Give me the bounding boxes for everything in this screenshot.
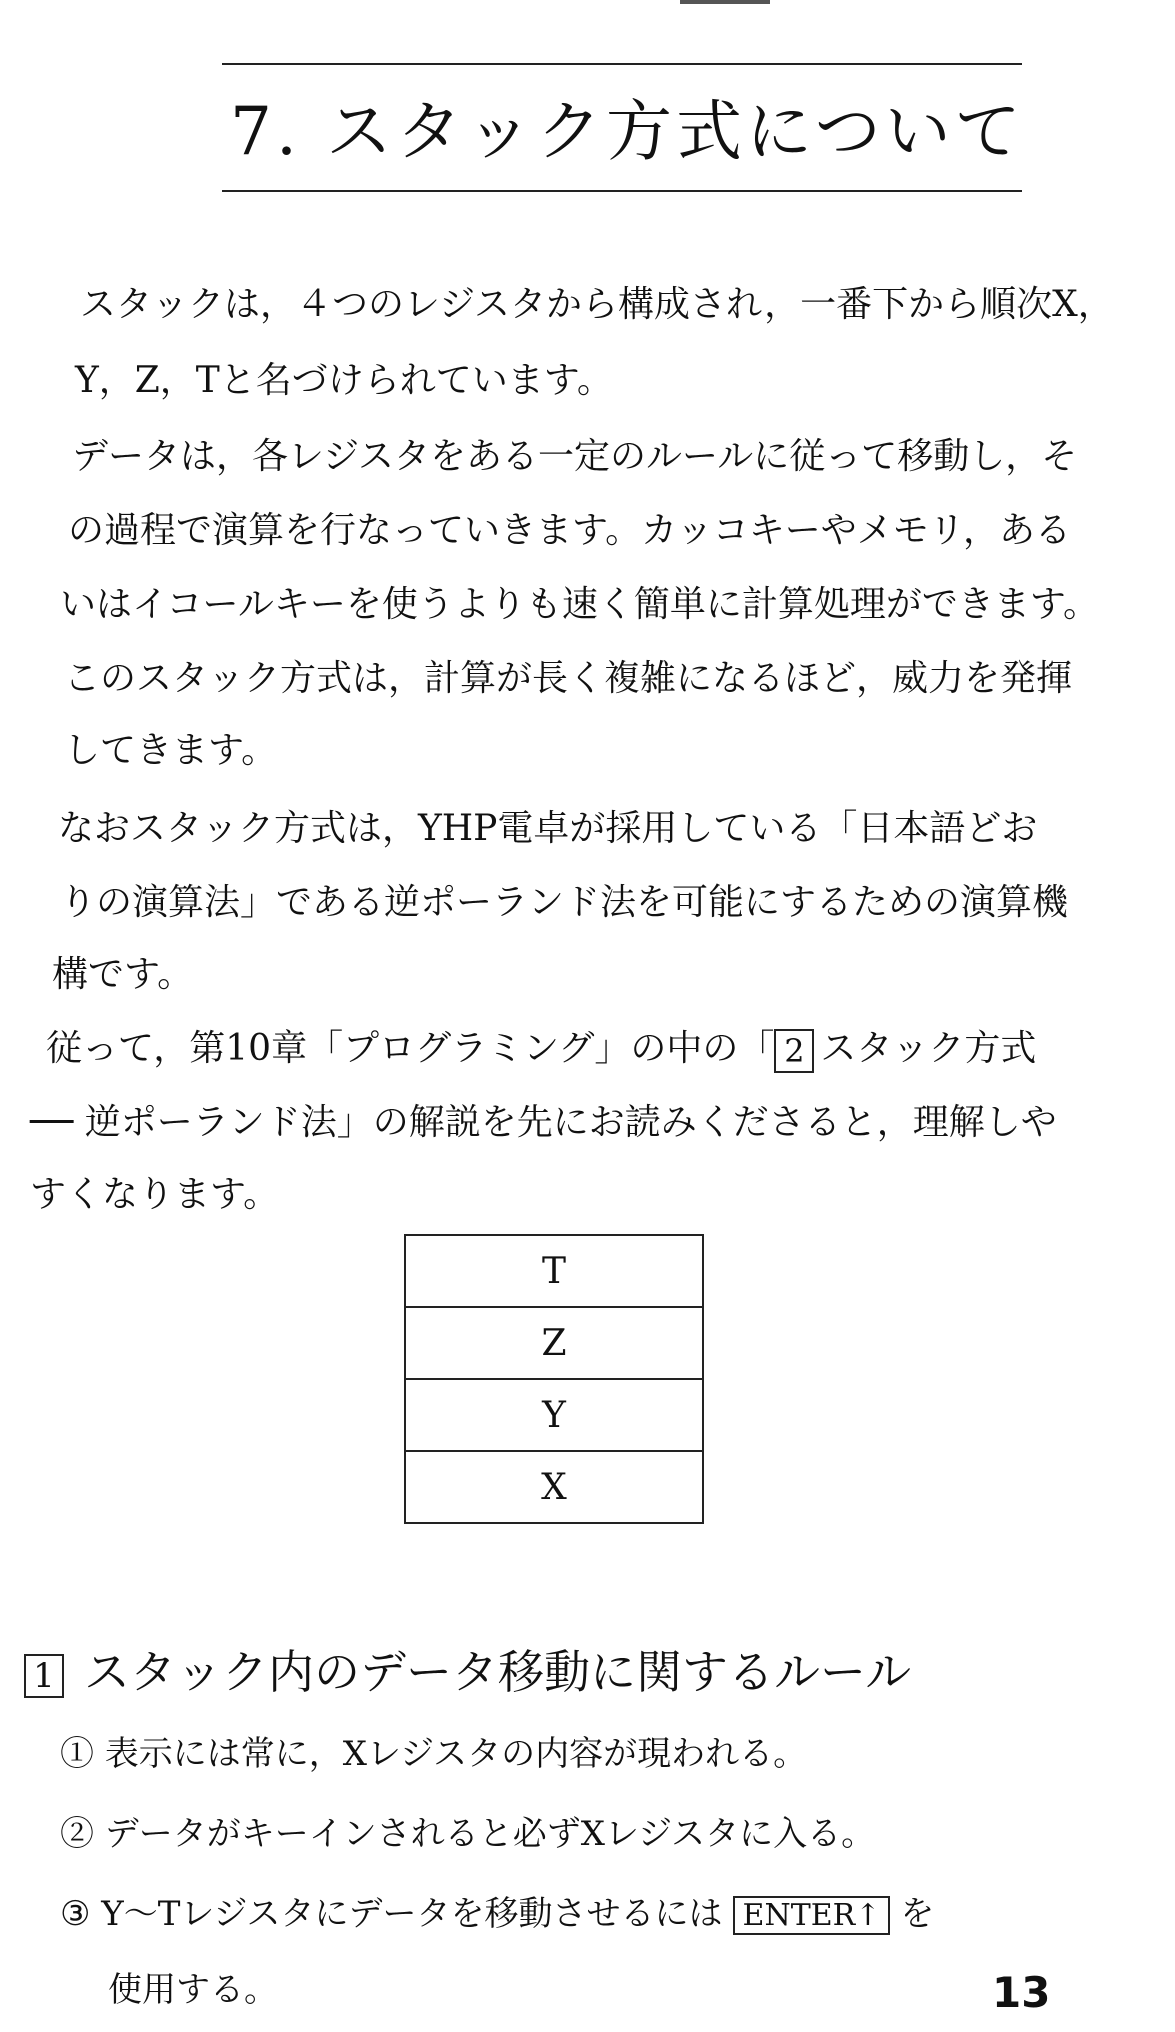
rule-item-text: を: [900, 1894, 935, 1934]
body-line: スタックは，４つのレジスタから構成され，一番下から順次X，: [80, 284, 1114, 325]
rule-item-text: ③ Y～Tレジスタにデータを移動させるには: [60, 1894, 723, 1934]
body-line: Y，Z，Tと名づけられています。: [75, 360, 613, 401]
body-line: 構です。: [52, 954, 194, 995]
register-y: Y: [405, 1379, 703, 1451]
body-line: の過程で演算を行なっていきます。カッコキーやメモリ，ある: [68, 510, 1071, 551]
stack-register-diagram: [404, 1234, 704, 1524]
rule-item: ② データがキーインされると必ずXレジスタに入る。: [60, 1814, 876, 1854]
boxed-reference: 2: [774, 1029, 814, 1073]
register-t: T: [405, 1235, 703, 1307]
rule-item-continuation: 使用する。: [108, 1970, 278, 2010]
section-heading-text: スタック内のデータ移動に関するルール: [84, 1645, 912, 1699]
body-line: なおスタック方式は，YHP電卓が採用している「日本語どお: [58, 808, 1038, 849]
section-heading: [24, 1636, 911, 1702]
body-line-prefix: 従って，第10章「プログラミング」の中の「: [46, 1028, 775, 1069]
enter-key-icon: ENTER↑: [733, 1896, 891, 1935]
body-line: このスタック方式は，計算が長く複雑になるほど，威力を発揮: [64, 658, 1073, 699]
register-z: Z: [405, 1307, 703, 1379]
title-rule-top: [222, 63, 1022, 65]
body-line: りの演算法」である逆ポーランド法を可能にするための演算機: [60, 882, 1069, 923]
title-rule-bottom: [222, 190, 1022, 192]
top-edge-mark: [680, 0, 770, 4]
rule-item: ① 表示には常に，Xレジスタの内容が現われる。: [60, 1734, 808, 1774]
page-title: 7. スタック方式について: [230, 93, 1025, 170]
body-line-with-ref: [46, 1020, 1036, 1073]
body-line: データは，各レジスタをある一定のルールに従って移動し，そ: [72, 436, 1078, 477]
register-x: X: [405, 1451, 703, 1523]
body-line-suffix: スタック方式: [820, 1028, 1037, 1069]
page-number: 13: [992, 1968, 1051, 2017]
body-line: ── 逆ポーランド法」の解説を先にお読みくださると，理解しや: [30, 1102, 1057, 1143]
rule-item-3: [60, 1886, 934, 1935]
body-line: してきます。: [64, 730, 278, 771]
body-line: いはイコールキーを使うよりも速く簡単に計算処理ができます。: [60, 584, 1099, 625]
body-line: すくなります。: [30, 1174, 280, 1215]
section-number: 1: [24, 1654, 64, 1698]
